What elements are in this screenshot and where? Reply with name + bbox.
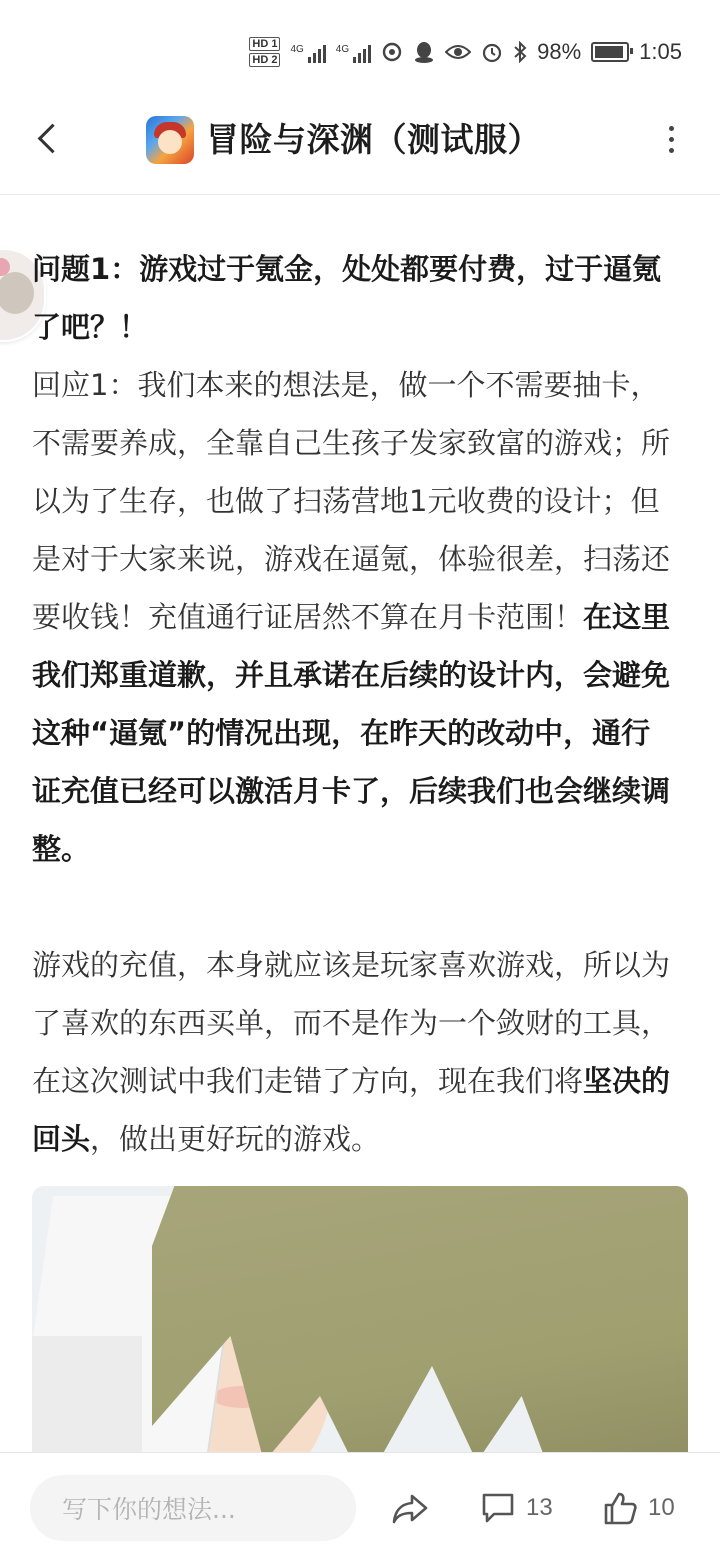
back-icon[interactable]	[30, 120, 70, 160]
comment-icon	[480, 1490, 516, 1526]
qq-icon	[413, 40, 435, 64]
battery-percent: 98%	[537, 39, 582, 64]
comment-input[interactable]	[60, 1475, 344, 1543]
signal-icon-2: 4G	[336, 41, 371, 63]
paragraph-2: 游戏的充值，本身就应该是玩家喜欢游戏，所以为了喜欢的东西买单，而不是作为一个敛财的工具，在这次测试中我们走错了方向，现在我们将坚决的回头，做出更好玩的游戏。	[32, 948, 671, 1156]
like-button[interactable]	[602, 1483, 675, 1533]
page-title: 冒险与深渊（测试服）	[206, 120, 541, 159]
bluetooth-icon	[513, 41, 527, 63]
app-icon[interactable]	[146, 116, 194, 164]
thumbs-up-icon	[602, 1490, 638, 1526]
post-content	[32, 240, 678, 1168]
signal-icon-1: 4G	[290, 41, 325, 63]
netease-icon	[381, 41, 403, 63]
bottom-action-bar	[0, 1452, 720, 1561]
eye-icon	[445, 43, 471, 61]
clock: 1:05	[639, 39, 682, 64]
status-bar	[0, 0, 720, 100]
like-count: 10	[648, 1494, 675, 1521]
share-icon	[390, 1488, 430, 1528]
top-navigation-bar	[0, 96, 720, 195]
question-1: 问题1：游戏过于氪金，处处都要付费，过于逼氪了吧？！	[32, 252, 662, 344]
comment-button[interactable]	[480, 1483, 553, 1533]
comment-count: 13	[526, 1494, 553, 1521]
alarm-icon	[481, 41, 503, 63]
battery-icon	[591, 42, 629, 62]
more-options-icon[interactable]	[666, 126, 676, 156]
post-image[interactable]	[32, 1186, 688, 1456]
share-button[interactable]	[390, 1483, 430, 1533]
answer-1: 回应1：我们本来的想法是，做一个不需要抽卡，不需要养成，全靠自己生孩子发家致富的游戏；所以为了生存，也做了扫荡营地1元收费的设计；但是对于大家来说，游戏在逼氪，体验很差，扫荡还要收钱！充值通行证居然不算在月卡范围！在这里我们郑重道歉，并且承诺在后续的设计内，会避免这种“逼氪”的情况出现，在昨天的改动中，通行证充值已经可以激活月卡了，后续我们也会继续调整。	[32, 368, 671, 866]
comment-input-box[interactable]	[30, 1475, 356, 1541]
hd-indicator: HD 1 HD 2	[249, 36, 280, 68]
